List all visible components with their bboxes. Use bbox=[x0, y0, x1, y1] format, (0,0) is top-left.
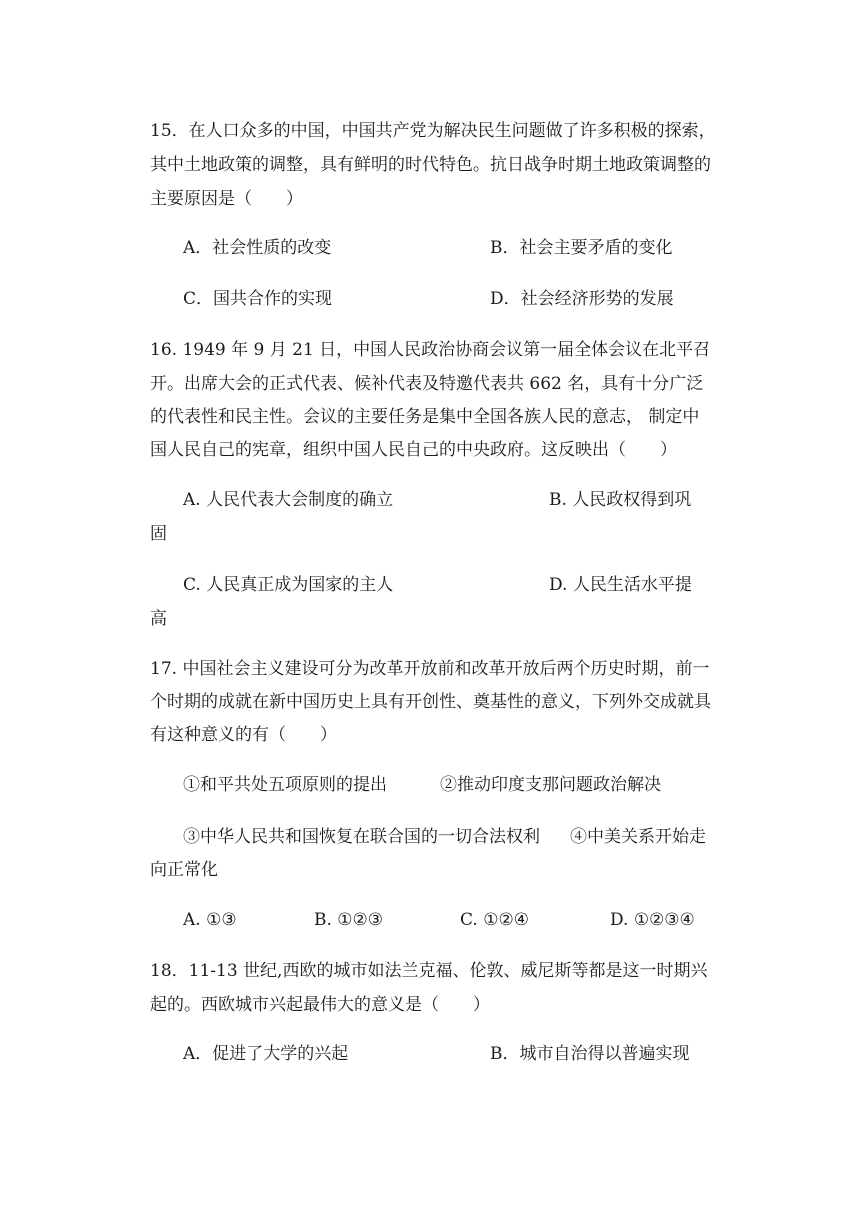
question-15-option-a: A．社会性质的改变 bbox=[183, 238, 332, 258]
question-16-line-2: 开。出席大会的正式代表、候补代表及特邀代表共 662 名，具有十分广泛 bbox=[150, 374, 704, 394]
question-17-option-d: D. ①②③④ bbox=[610, 910, 695, 930]
question-17-item-4: ④中美关系开始走 bbox=[570, 827, 706, 847]
question-16-option-d: D. 人民生活水平提 bbox=[549, 575, 692, 595]
question-17-item-1: ①和平共处五项原则的提出 bbox=[183, 775, 387, 795]
question-17-item-4-wrap: 向正常化 bbox=[150, 860, 218, 880]
question-17-item-3: ③中华人民共和国恢复在联合国的一切合法权利 bbox=[183, 827, 540, 847]
question-16-line-1: 16. 1949 年 9 月 21 日，中国人民政治协商会议第一届全体会议在北平召 bbox=[150, 340, 711, 360]
question-16-option-c: C. 人民真正成为国家的主人 bbox=[183, 575, 394, 595]
question-17-option-c: C. ①②④ bbox=[460, 910, 529, 930]
question-17-line-3: 有这种意义的有（ ） bbox=[150, 725, 337, 745]
question-15-line-1: 15．在人口众多的中国，中国共产党为解决民生问题做了许多积极的探索， bbox=[150, 121, 716, 141]
question-16-option-a: A. 人民代表大会制度的确立 bbox=[183, 490, 394, 510]
question-16-option-d-wrap: 高 bbox=[150, 609, 167, 629]
question-15-option-d: D．社会经济形势的发展 bbox=[490, 289, 674, 309]
question-15-line-2: 其中土地政策的调整，具有鲜明的时代特色。抗日战争时期土地政策调整的 bbox=[150, 155, 711, 175]
question-17-option-b: B. ①②③ bbox=[314, 910, 384, 930]
question-17-option-a: A. ①③ bbox=[183, 910, 237, 930]
question-18-option-a: A．促进了大学的兴起 bbox=[183, 1044, 349, 1064]
question-15-option-c: C．国共合作的实现 bbox=[183, 289, 333, 309]
question-17-line-2: 个时期的成就在新中国历史上具有开创性、奠基性的意义，下列外交成就具 bbox=[150, 692, 711, 712]
question-18-line-1: 18．11-13 世纪,西欧的城市如法兰克福、伦敦、威尼斯等都是这一时期兴 bbox=[150, 961, 708, 981]
question-16-line-4: 国人民自己的宪章，组织中国人民自己的中央政府。这反映出（ ） bbox=[150, 440, 677, 460]
question-16-option-b: B. 人民政权得到巩 bbox=[549, 490, 692, 510]
question-18-option-b: B．城市自治得以普遍实现 bbox=[490, 1044, 690, 1064]
question-15-option-b: B．社会主要矛盾的变化 bbox=[490, 238, 673, 258]
question-16-line-3: 的代表性和民主性。会议的主要任务是集中全国各族人民的意志， 制定中 bbox=[150, 407, 700, 427]
question-15-line-3: 主要原因是（ ） bbox=[150, 189, 303, 209]
question-17-line-1: 17. 中国社会主义建设可分为改革开放前和改革开放后两个历史时期，前一 bbox=[150, 659, 710, 679]
question-18-line-2: 起的。西欧城市兴起最伟大的意义是（ ） bbox=[150, 995, 490, 1015]
question-16-option-b-wrap: 固 bbox=[150, 524, 167, 544]
question-17-item-2: ②推动印度支那问题政治解决 bbox=[440, 775, 661, 795]
